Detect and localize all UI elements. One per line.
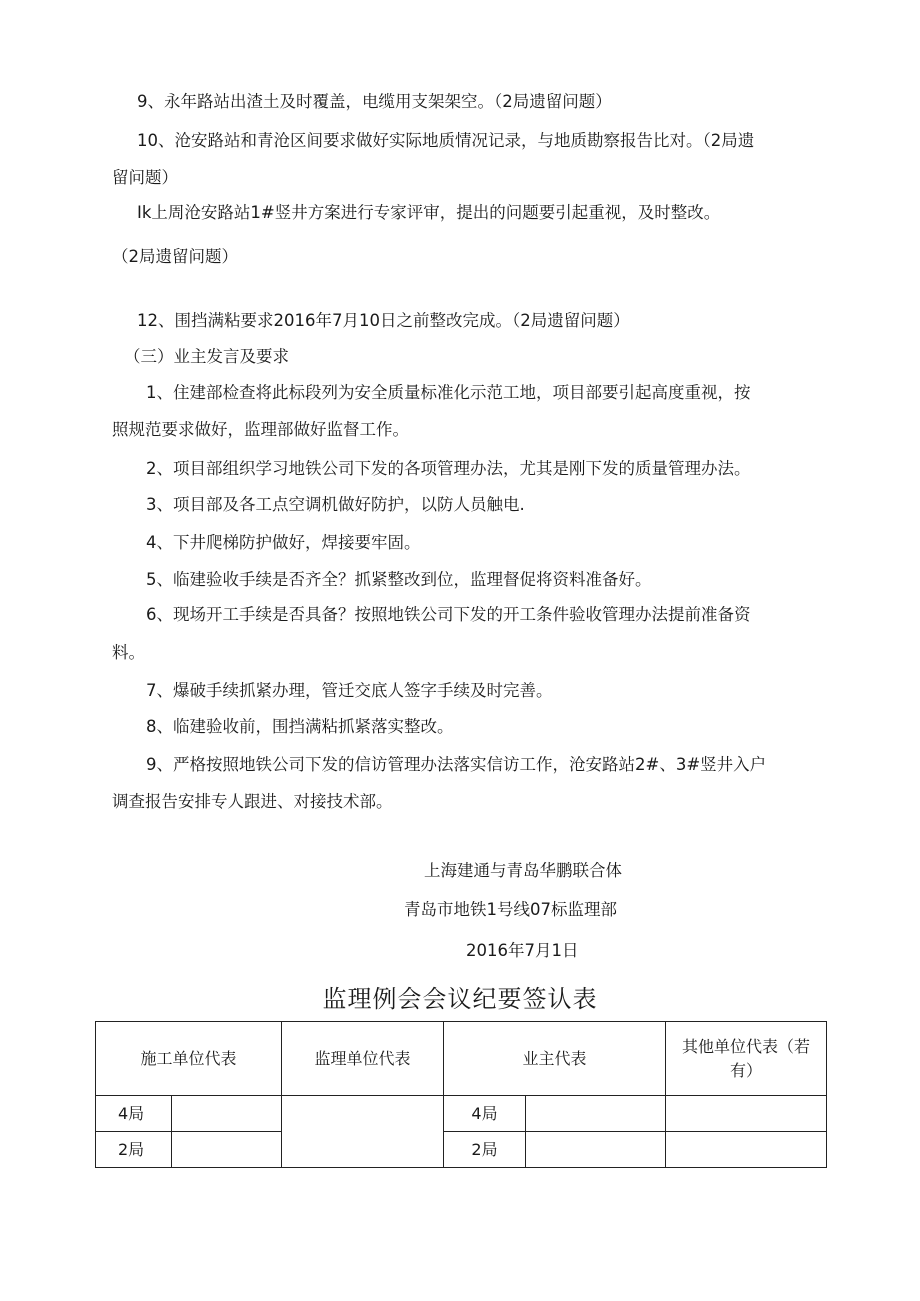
- note-line: 2、项目部组织学习地铁公司下发的各项管理办法，尤其是刚下发的质量管理办法。: [146, 459, 751, 478]
- note-line: 料。: [112, 643, 145, 662]
- header-contractor: 施工单位代表: [96, 1022, 282, 1096]
- signature-org1: 上海建通与青岛华鹏联合体: [424, 861, 622, 880]
- note-line: 调查报告安排专人跟进、对接技术部。: [112, 792, 393, 811]
- contractor-label: 4局: [96, 1096, 172, 1132]
- note-line: 5、临建验收手续是否齐全？抓紧整改到位，监理督促将资料准备好。: [146, 570, 652, 589]
- other-signature-cell[interactable]: [666, 1096, 827, 1132]
- contractor-label: 2局: [96, 1132, 172, 1168]
- signature-date: 2016年7月1日: [466, 941, 579, 960]
- header-other-line2: 有）: [730, 1060, 763, 1080]
- table-row: [96, 1132, 827, 1168]
- supervisor-signature-cell[interactable]: [282, 1096, 444, 1168]
- note-line: 留问题）: [112, 168, 178, 187]
- note-line: 1、住建部检查将此标段列为安全质量标准化示范工地，项目部要引起高度重视，按: [146, 383, 751, 402]
- note-line: Ik上周沧安路站1#竖井方案进行专家评审，提出的问题要引起重视，及时整改。: [137, 203, 721, 222]
- note-line: 3、项目部及各工点空调机做好防护，以防人员触电.: [146, 495, 525, 514]
- table-header-row: [96, 1022, 827, 1096]
- note-line: （2局遗留问题）: [112, 247, 238, 266]
- table-row: [96, 1096, 827, 1132]
- owner-label: 2局: [444, 1132, 526, 1168]
- contractor-signature-cell[interactable]: [172, 1096, 282, 1132]
- owner-signature-cell[interactable]: [526, 1096, 666, 1132]
- header-supervisor: 监理单位代表: [282, 1022, 444, 1096]
- sign-table-title: 监理例会会议纪要签认表: [322, 985, 598, 1013]
- owner-signature-cell[interactable]: [526, 1132, 666, 1168]
- note-line: 7、爆破手续抓紧办理，管迁交底人签字手续及时完善。: [146, 681, 553, 700]
- note-line: 6、现场开工手续是否具备？按照地铁公司下发的开工条件验收管理办法提前准备资: [146, 605, 751, 624]
- header-other-line1: 其他单位代表（若: [682, 1036, 811, 1056]
- note-line: 12、围挡满粘要求2016年7月10日之前整改完成。（2局遗留问题）: [137, 311, 630, 330]
- sign-table: [95, 1021, 827, 1168]
- note-line: 9、永年路站出渣土及时覆盖，电缆用支架架空。（2局遗留问题）: [137, 92, 612, 111]
- signature-org2: 青岛市地铁1号线07标监理部: [404, 900, 617, 919]
- contractor-signature-cell[interactable]: [172, 1132, 282, 1168]
- section-heading: （三）业主发言及要求: [124, 347, 289, 366]
- header-other: [666, 1022, 827, 1096]
- note-line: 10、沧安路站和青沧区间要求做好实际地质情况记录，与地质勘察报告比对。（2局遗: [137, 131, 755, 150]
- owner-label: 4局: [444, 1096, 526, 1132]
- header-owner: 业主代表: [444, 1022, 666, 1096]
- note-line: 照规范要求做好，监理部做好监督工作。: [112, 420, 409, 439]
- note-line: 8、临建验收前，围挡满粘抓紧落实整改。: [146, 717, 454, 736]
- note-line: 4、下井爬梯防护做好，焊接要牢固。: [146, 533, 421, 552]
- other-signature-cell[interactable]: [666, 1132, 827, 1168]
- note-line: 9、严格按照地铁公司下发的信访管理办法落实信访工作，沧安路站2#、3#竖井入户: [146, 755, 767, 774]
